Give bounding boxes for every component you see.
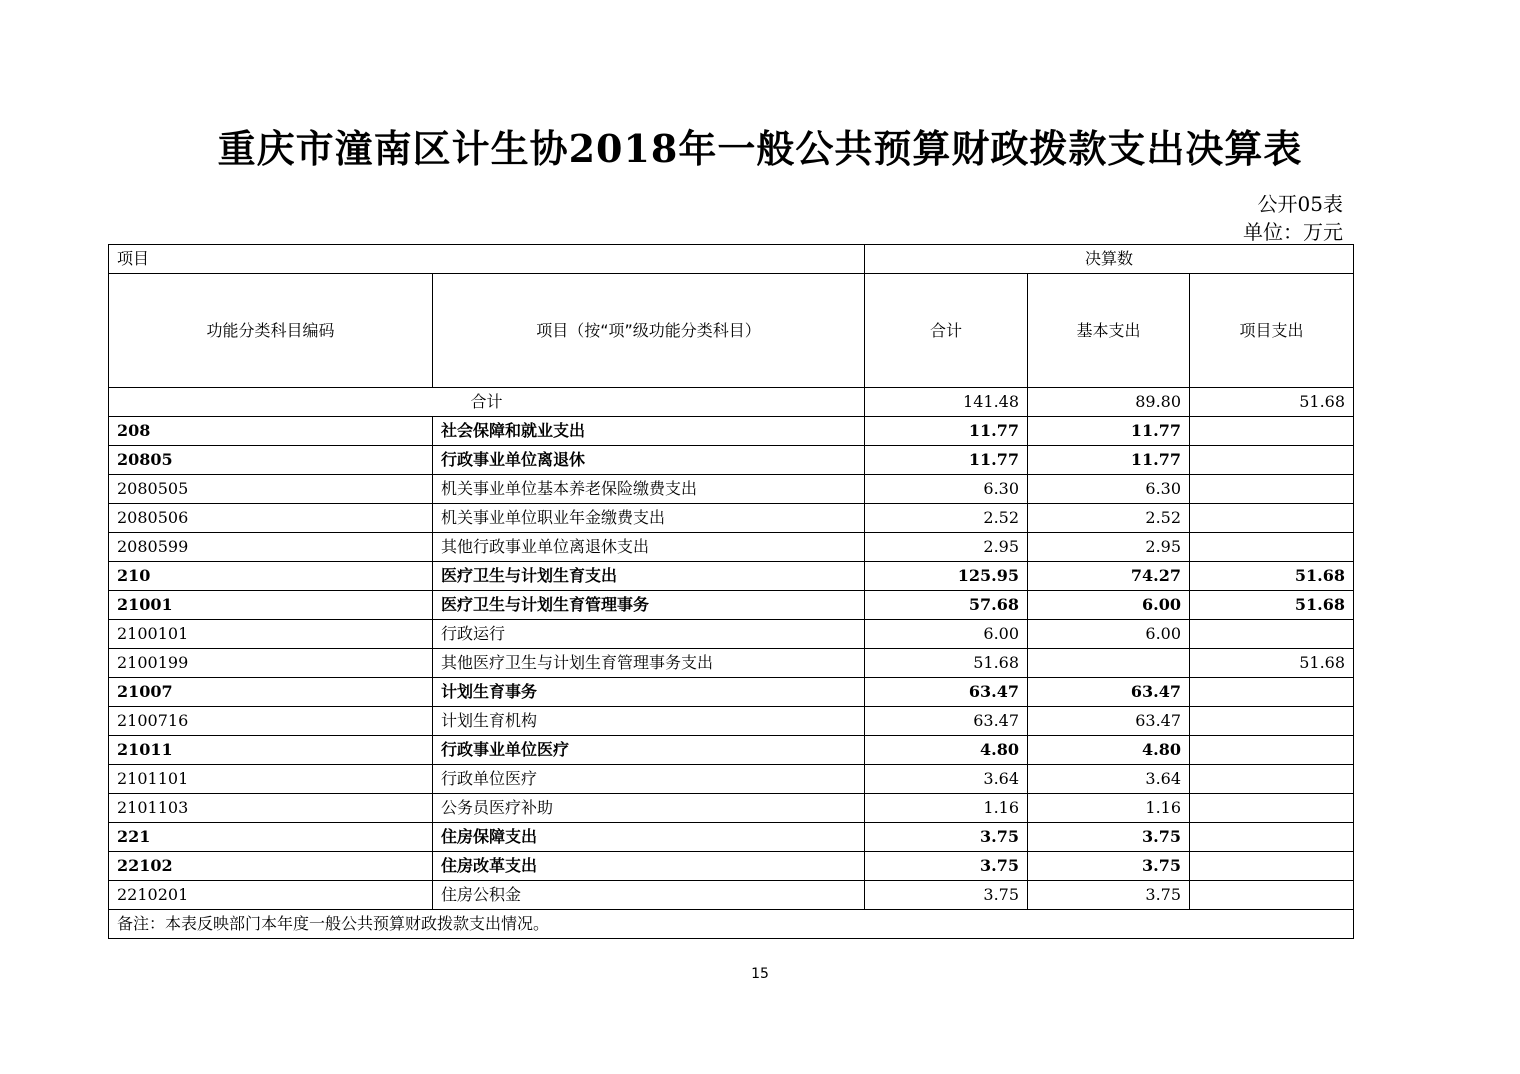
row-project [1190, 765, 1354, 794]
table-row [109, 533, 1354, 562]
row-total: 63.47 [865, 707, 1028, 736]
row-name: 机关事业单位职业年金缴费支出 [433, 504, 865, 533]
row-code: 21007 [109, 678, 433, 707]
row-project [1190, 707, 1354, 736]
row-basic: 4.80 [1028, 736, 1190, 765]
table-row [109, 736, 1354, 765]
row-basic: 63.47 [1028, 678, 1190, 707]
row-basic: 2.52 [1028, 504, 1190, 533]
row-total: 4.80 [865, 736, 1028, 765]
row-name: 计划生育机构 [433, 707, 865, 736]
row-code: 210 [109, 562, 433, 591]
row-name: 机关事业单位基本养老保险缴费支出 [433, 475, 865, 504]
row-project [1190, 417, 1354, 446]
row-code: 20805 [109, 446, 433, 475]
table-row [109, 446, 1354, 475]
row-project [1190, 533, 1354, 562]
table-row [109, 881, 1354, 910]
table-row [109, 707, 1354, 736]
row-code: 2100716 [109, 707, 433, 736]
row-code: 21011 [109, 736, 433, 765]
header-row-sub [109, 274, 1354, 388]
row-basic: 2.95 [1028, 533, 1190, 562]
header-item: 项目 [109, 245, 865, 274]
row-total: 51.68 [865, 649, 1028, 678]
row-code: 22102 [109, 852, 433, 881]
row-code: 221 [109, 823, 433, 852]
table-row [109, 417, 1354, 446]
total-basic: 89.80 [1028, 388, 1190, 417]
row-total: 11.77 [865, 446, 1028, 475]
row-basic: 11.77 [1028, 417, 1190, 446]
row-total: 6.30 [865, 475, 1028, 504]
row-total: 11.77 [865, 417, 1028, 446]
row-name: 行政事业单位医疗 [433, 736, 865, 765]
row-total: 3.75 [865, 852, 1028, 881]
table-row [109, 794, 1354, 823]
table-row [109, 591, 1354, 620]
header-total: 合计 [865, 274, 1028, 388]
header-final: 决算数 [865, 245, 1354, 274]
row-name: 行政运行 [433, 620, 865, 649]
row-project: 51.68 [1190, 591, 1354, 620]
row-total: 3.75 [865, 823, 1028, 852]
table-row [109, 765, 1354, 794]
row-basic: 6.00 [1028, 620, 1190, 649]
table-row [109, 475, 1354, 504]
header-project: 项目支出 [1190, 274, 1354, 388]
row-name: 其他医疗卫生与计划生育管理事务支出 [433, 649, 865, 678]
row-name: 住房公积金 [433, 881, 865, 910]
row-basic: 3.75 [1028, 823, 1190, 852]
row-basic: 6.00 [1028, 591, 1190, 620]
row-project [1190, 678, 1354, 707]
row-code: 2080506 [109, 504, 433, 533]
row-basic: 74.27 [1028, 562, 1190, 591]
table-row [109, 620, 1354, 649]
row-project [1190, 881, 1354, 910]
row-total: 6.00 [865, 620, 1028, 649]
row-name: 其他行政事业单位离退休支出 [433, 533, 865, 562]
row-name: 住房保障支出 [433, 823, 865, 852]
row-code: 208 [109, 417, 433, 446]
row-basic: 3.64 [1028, 765, 1190, 794]
row-total: 1.16 [865, 794, 1028, 823]
row-name: 医疗卫生与计划生育管理事务 [433, 591, 865, 620]
header-basic: 基本支出 [1028, 274, 1190, 388]
row-project [1190, 504, 1354, 533]
row-project [1190, 794, 1354, 823]
row-basic: 3.75 [1028, 852, 1190, 881]
page-title: 重庆市潼南区计生协2018年一般公共预算财政拨款支出决算表 [217, 126, 1303, 171]
row-code: 2080599 [109, 533, 433, 562]
table-row [109, 823, 1354, 852]
total-label: 合计 [109, 388, 865, 417]
row-code: 2100101 [109, 620, 433, 649]
row-basic: 3.75 [1028, 881, 1190, 910]
row-total: 57.68 [865, 591, 1028, 620]
unit-label: 单位：万元 [1243, 220, 1343, 244]
page-number: 15 [751, 966, 769, 982]
row-basic: 11.77 [1028, 446, 1190, 475]
row-name: 医疗卫生与计划生育支出 [433, 562, 865, 591]
row-total: 2.95 [865, 533, 1028, 562]
total-row [109, 388, 1354, 417]
table-row [109, 504, 1354, 533]
row-project [1190, 620, 1354, 649]
total-amount: 141.48 [865, 388, 1028, 417]
row-total: 125.95 [865, 562, 1028, 591]
row-code: 2210201 [109, 881, 433, 910]
row-name: 计划生育事务 [433, 678, 865, 707]
row-name: 公务员医疗补助 [433, 794, 865, 823]
row-code: 2101103 [109, 794, 433, 823]
row-total: 2.52 [865, 504, 1028, 533]
table-row [109, 562, 1354, 591]
row-name: 住房改革支出 [433, 852, 865, 881]
row-code: 2080505 [109, 475, 433, 504]
header-code: 功能分类科目编码 [109, 274, 433, 388]
table-row [109, 852, 1354, 881]
row-basic [1028, 649, 1190, 678]
row-total: 3.64 [865, 765, 1028, 794]
row-project [1190, 736, 1354, 765]
note-row [109, 910, 1354, 939]
row-project [1190, 446, 1354, 475]
total-project: 51.68 [1190, 388, 1354, 417]
row-basic: 63.47 [1028, 707, 1190, 736]
table-row [109, 649, 1354, 678]
row-name: 社会保障和就业支出 [433, 417, 865, 446]
row-total: 3.75 [865, 881, 1028, 910]
row-name: 行政单位医疗 [433, 765, 865, 794]
note-text: 备注：本表反映部门本年度一般公共预算财政拨款支出情况。 [109, 910, 1354, 939]
row-project: 51.68 [1190, 562, 1354, 591]
row-project: 51.68 [1190, 649, 1354, 678]
header-row-top [109, 245, 1354, 274]
row-project [1190, 852, 1354, 881]
row-basic: 6.30 [1028, 475, 1190, 504]
row-code: 21001 [109, 591, 433, 620]
header-name: 项目（按“项”级功能分类科目） [433, 274, 865, 388]
row-total: 63.47 [865, 678, 1028, 707]
form-number: 公开05表 [1257, 192, 1343, 216]
row-basic: 1.16 [1028, 794, 1190, 823]
row-code: 2101101 [109, 765, 433, 794]
table-row [109, 678, 1354, 707]
row-name: 行政事业单位离退休 [433, 446, 865, 475]
budget-table [108, 244, 1354, 939]
row-project [1190, 475, 1354, 504]
row-project [1190, 823, 1354, 852]
row-code: 2100199 [109, 649, 433, 678]
